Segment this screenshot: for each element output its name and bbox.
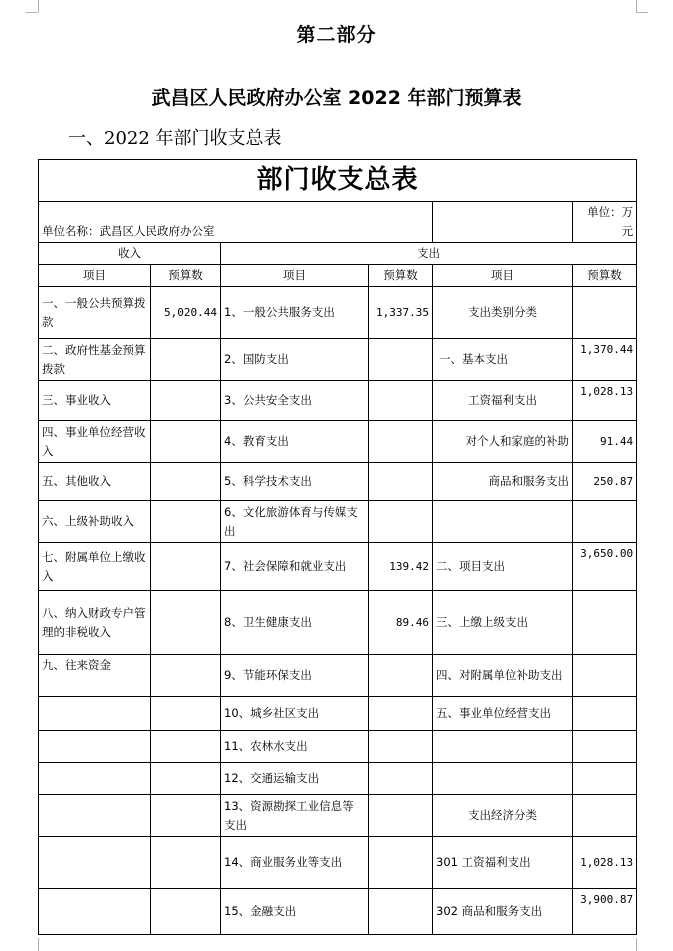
income-amount — [151, 543, 221, 591]
table-title: 部门收支总表 — [39, 160, 637, 202]
income-item — [39, 837, 151, 889]
category-item: 支出经济分类 — [433, 795, 573, 837]
category-amount: 250.87 — [573, 463, 637, 501]
category-item — [433, 501, 573, 543]
table-row — [39, 543, 637, 591]
crop-mark — [26, 12, 38, 13]
table-row — [39, 837, 637, 889]
category-item: 三、上缴上级支出 — [433, 591, 573, 655]
function-item: 5、科学技术支出 — [221, 463, 369, 501]
function-amount — [369, 731, 433, 763]
category-item: 商品和服务支出 — [433, 463, 573, 501]
unit-name: 单位名称：武昌区人民政府办公室 — [39, 202, 433, 243]
category-amount — [573, 795, 637, 837]
function-amount — [369, 889, 433, 935]
category-item — [433, 731, 573, 763]
budget-summary-table — [38, 159, 637, 935]
section-heading: 一、2022 年部门收支总表 — [68, 128, 282, 149]
function-amount — [369, 795, 433, 837]
income-item: 一、一般公共预算拨款 — [39, 287, 151, 339]
empty-cell — [433, 202, 573, 243]
function-item: 2、国防支出 — [221, 339, 369, 381]
income-item: 二、政府性基金预算拨款 — [39, 339, 151, 381]
category-amount: 3,650.00 — [573, 543, 637, 591]
category-amount — [573, 655, 637, 697]
function-amount — [369, 381, 433, 421]
income-item: 八、纳入财政专户管理的非税收入 — [39, 591, 151, 655]
income-item — [39, 697, 151, 731]
category-amount — [573, 697, 637, 731]
income-item: 六、上级补助收入 — [39, 501, 151, 543]
col-budget-header: 预算数 — [573, 265, 637, 287]
function-amount — [369, 837, 433, 889]
unit-label: 单位：万元 — [573, 202, 637, 243]
function-item: 10、城乡社区支出 — [221, 697, 369, 731]
category-item — [433, 763, 573, 795]
income-amount — [151, 501, 221, 543]
category-item: 支出类别分类 — [433, 287, 573, 339]
category-item: 五、事业单位经营支出 — [433, 697, 573, 731]
function-item: 7、社会保障和就业支出 — [221, 543, 369, 591]
category-amount — [573, 591, 637, 655]
income-amount — [151, 339, 221, 381]
document-title: 武昌区人民政府办公室 2022 年部门预算表 — [151, 87, 522, 109]
category-amount — [573, 501, 637, 543]
table-row — [39, 795, 637, 837]
category-item: 302 商品和服务支出 — [433, 889, 573, 935]
income-amount — [151, 837, 221, 889]
table-row — [39, 655, 637, 697]
function-amount — [369, 421, 433, 463]
function-amount: 89.46 — [369, 591, 433, 655]
function-amount — [369, 763, 433, 795]
income-item: 四、事业单位经营收入 — [39, 421, 151, 463]
income-item: 九、往来资金 — [39, 655, 151, 697]
table-row — [39, 591, 637, 655]
function-item: 8、卫生健康支出 — [221, 591, 369, 655]
income-item: 三、事业收入 — [39, 381, 151, 421]
crop-mark — [636, 938, 637, 951]
income-amount — [151, 889, 221, 935]
income-amount — [151, 731, 221, 763]
income-amount — [151, 655, 221, 697]
category-amount: 1,370.44 — [573, 339, 637, 381]
function-item: 13、资源勘探工业信息等支出 — [221, 795, 369, 837]
table-row — [39, 381, 637, 421]
function-amount — [369, 697, 433, 731]
income-amount — [151, 591, 221, 655]
table-row — [39, 287, 637, 339]
income-amount — [151, 421, 221, 463]
income-amount — [151, 697, 221, 731]
function-item: 4、教育支出 — [221, 421, 369, 463]
category-item: 二、项目支出 — [433, 543, 573, 591]
function-item: 9、节能环保支出 — [221, 655, 369, 697]
category-item: 301 工资福利支出 — [433, 837, 573, 889]
category-item: 四、对附属单位补助支出 — [433, 655, 573, 697]
table-row — [39, 463, 637, 501]
income-item: 五、其他收入 — [39, 463, 151, 501]
category-amount: 91.44 — [573, 421, 637, 463]
income-amount: 5,020.44 — [151, 287, 221, 339]
category-amount — [573, 763, 637, 795]
col-item-header: 项目 — [433, 265, 573, 287]
function-item: 1、一般公共服务支出 — [221, 287, 369, 339]
income-item — [39, 731, 151, 763]
category-item: 一、基本支出 — [433, 339, 573, 381]
category-amount — [573, 287, 637, 339]
income-item — [39, 795, 151, 837]
table-row — [39, 501, 637, 543]
category-amount: 1,028.13 — [573, 381, 637, 421]
income-item — [39, 889, 151, 935]
function-item: 3、公共安全支出 — [221, 381, 369, 421]
function-item: 6、文化旅游体育与传媒支出 — [221, 501, 369, 543]
crop-mark — [636, 0, 637, 12]
category-item: 工资福利支出 — [433, 381, 573, 421]
income-amount — [151, 795, 221, 837]
function-item: 12、交通运输支出 — [221, 763, 369, 795]
table-row — [39, 731, 637, 763]
income-item — [39, 763, 151, 795]
table-row — [39, 763, 637, 795]
income-amount — [151, 763, 221, 795]
table-row — [39, 889, 637, 935]
col-budget-header: 预算数 — [151, 265, 221, 287]
category-amount: 3,900.87 — [573, 889, 637, 935]
function-amount: 139.42 — [369, 543, 433, 591]
category-item: 对个人和家庭的补助 — [433, 421, 573, 463]
table-row — [39, 421, 637, 463]
function-amount — [369, 463, 433, 501]
function-amount — [369, 339, 433, 381]
function-item: 14、商业服务业等支出 — [221, 837, 369, 889]
table-row — [39, 697, 637, 731]
function-amount — [369, 655, 433, 697]
function-amount — [369, 501, 433, 543]
function-amount: 1,337.35 — [369, 287, 433, 339]
income-amount — [151, 381, 221, 421]
category-amount: 1,028.13 — [573, 837, 637, 889]
crop-mark — [38, 938, 39, 951]
crop-mark — [38, 0, 39, 12]
col-budget-header: 预算数 — [369, 265, 433, 287]
income-item: 七、附属单位上缴收入 — [39, 543, 151, 591]
expense-header: 支出 — [221, 243, 637, 265]
part-title: 第二部分 — [296, 24, 377, 46]
category-amount — [573, 731, 637, 763]
crop-mark — [636, 12, 648, 13]
income-header: 收入 — [39, 243, 221, 265]
function-item: 11、农林水支出 — [221, 731, 369, 763]
col-item-header: 项目 — [39, 265, 151, 287]
function-item: 15、金融支出 — [221, 889, 369, 935]
income-amount — [151, 463, 221, 501]
col-item-header: 项目 — [221, 265, 369, 287]
table-row — [39, 339, 637, 381]
